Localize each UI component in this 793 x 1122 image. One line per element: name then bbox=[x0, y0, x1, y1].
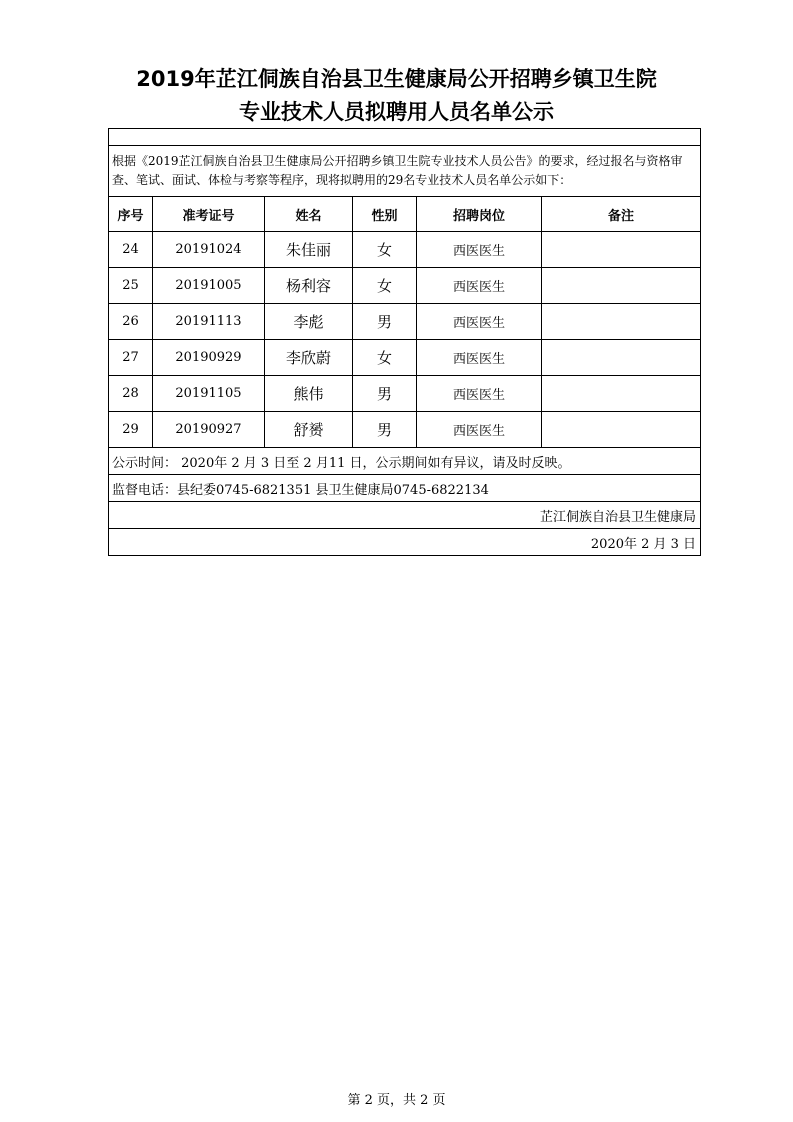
header-exam-no: 准考证号 bbox=[153, 197, 265, 232]
cell-name: 朱佳丽 bbox=[265, 232, 353, 268]
cell-position: 西医医生 bbox=[417, 304, 542, 340]
cell-remark bbox=[542, 232, 701, 268]
cell-gender: 女 bbox=[353, 232, 417, 268]
table-row bbox=[109, 340, 701, 376]
cell-exam-no: 20191113 bbox=[153, 304, 265, 340]
cell-exam-no: 20191105 bbox=[153, 376, 265, 412]
notice-period-text: 公示时间： 2020年 2 月 3 日至 2 月11 日，公示期间如有异议，请及时反映。 bbox=[109, 448, 701, 475]
header-position: 招聘岗位 bbox=[417, 197, 542, 232]
table-header bbox=[109, 197, 701, 232]
table-row bbox=[109, 376, 701, 412]
header-remark: 备注 bbox=[542, 197, 701, 232]
hotline-text: 监督电话：县纪委0745-6821351 县卫生健康局0745-6822134 bbox=[109, 475, 701, 502]
notice-period-row bbox=[109, 448, 701, 475]
cell-name: 李彪 bbox=[265, 304, 353, 340]
cell-seq: 25 bbox=[109, 268, 153, 304]
cell-name: 熊伟 bbox=[265, 376, 353, 412]
blank-row bbox=[109, 129, 701, 146]
intro-row bbox=[109, 146, 701, 197]
cell-name: 杨利容 bbox=[265, 268, 353, 304]
hotline-row bbox=[109, 475, 701, 502]
table-row bbox=[109, 268, 701, 304]
cell-gender: 男 bbox=[353, 304, 417, 340]
intro-text: 根据《2019芷江侗族自治县卫生健康局公开招聘乡镇卫生院专业技术人员公告》的要求，经过报名与资格审查、笔试、面试、体检与考察等程序，现将拟聘用的29名专业技术人员名单公示如下： bbox=[109, 146, 701, 197]
cell-exam-no: 20191005 bbox=[153, 268, 265, 304]
table-row bbox=[109, 304, 701, 340]
cell-remark bbox=[542, 304, 701, 340]
cell-position: 西医医生 bbox=[417, 232, 542, 268]
cell-gender: 女 bbox=[353, 340, 417, 376]
cell-seq: 27 bbox=[109, 340, 153, 376]
header-gender: 性别 bbox=[353, 197, 417, 232]
table-row bbox=[109, 412, 701, 448]
cell-position: 西医医生 bbox=[417, 376, 542, 412]
candidate-table bbox=[108, 128, 701, 556]
cell-name: 李欣蔚 bbox=[265, 340, 353, 376]
cell-seq: 28 bbox=[109, 376, 153, 412]
cell-seq: 26 bbox=[109, 304, 153, 340]
cell-exam-no: 20190927 bbox=[153, 412, 265, 448]
document-title-line-2: 专业技术人员拟聘用人员名单公示 bbox=[239, 100, 554, 124]
cell-seq: 29 bbox=[109, 412, 153, 448]
cell-position: 西医医生 bbox=[417, 268, 542, 304]
page-footer: 第 2 页，共 2 页 bbox=[347, 1093, 446, 1108]
cell-exam-no: 20191024 bbox=[153, 232, 265, 268]
date-row bbox=[109, 529, 701, 556]
cell-name: 舒赟 bbox=[265, 412, 353, 448]
cell-gender: 男 bbox=[353, 376, 417, 412]
cell-position: 西医医生 bbox=[417, 412, 542, 448]
header-name: 姓名 bbox=[265, 197, 353, 232]
cell-gender: 男 bbox=[353, 412, 417, 448]
cell-remark bbox=[542, 412, 701, 448]
issuer-text: 芷江侗族自治县卫生健康局 bbox=[109, 502, 701, 529]
cell-remark bbox=[542, 340, 701, 376]
cell-remark bbox=[542, 268, 701, 304]
cell-position: 西医医生 bbox=[417, 340, 542, 376]
cell-exam-no: 20190929 bbox=[153, 340, 265, 376]
table-row bbox=[109, 232, 701, 268]
cell-gender: 女 bbox=[353, 268, 417, 304]
issuer-row bbox=[109, 502, 701, 529]
date-text: 2020年 2 月 3 日 bbox=[109, 529, 701, 556]
cell-remark bbox=[542, 376, 701, 412]
header-seq: 序号 bbox=[109, 197, 153, 232]
cell-seq: 24 bbox=[109, 232, 153, 268]
document-title-line-1: 2019年芷江侗族自治县卫生健康局公开招聘乡镇卫生院 bbox=[136, 67, 657, 91]
